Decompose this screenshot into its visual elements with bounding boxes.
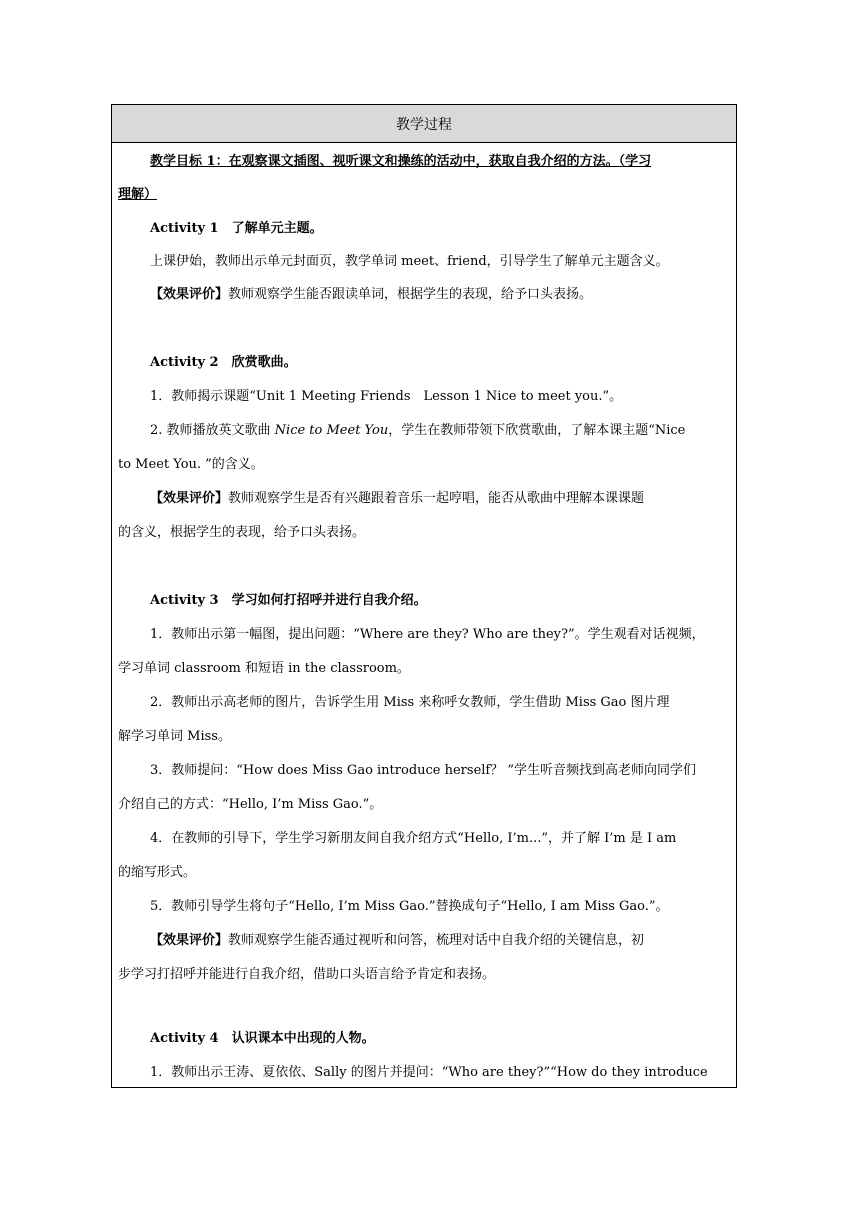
activity3-p1-line2: 学习单词 classroom 和短语 in the classroom。 <box>118 661 410 676</box>
goal1-line2: 理解） <box>118 187 158 202</box>
activity4-title: Activity 4 认识课本中出现的人物。 <box>150 1031 375 1046</box>
activity2-p2-b: ，学生在教师带领下欣赏歌曲，了解本课主题“Nice <box>388 423 686 438</box>
activity3-p3-line2: 介绍自己的方式：“Hello, I’m Miss Gao.”。 <box>118 797 383 812</box>
activity3-eval-line2: 步学习打招呼并能进行自我介绍，借助口头语言给予肯定和表扬。 <box>118 967 496 982</box>
activity2-eval-line2: 的含义，根据学生的表现，给予口头表扬。 <box>118 525 366 540</box>
activity4-p1: 1．教师出示王涛、夏依依、Sally 的图片并提问：“Who are they?”“How do they introduce <box>150 1065 708 1080</box>
activity3-p5: 5．教师引导学生将句子“Hello, I’m Miss Gao.”替换成句子“Hello, I am Miss Gao.”。 <box>150 899 669 914</box>
activity2-eval-text: 教师观察学生是否有兴趣跟着音乐一起哼唱，能否从歌曲中理解本课课题 <box>228 491 645 506</box>
activity2-p2 <box>118 421 730 441</box>
activity3-p3-line1: 3．教师提问：“How does Miss Gao introduce herself？ ”学生听音频找到高老师向同学们 <box>150 763 697 778</box>
goal1-line1: 教学目标 1：在观察课文插图、视听课文和操练的活动中，获取自我介绍的方法。（学习 <box>150 154 652 169</box>
song-title: Nice to Meet You <box>274 423 389 438</box>
table-header: 教学过程 <box>112 105 736 143</box>
activity1-text: 上课伊始，教师出示单元封面页，教学单词 meet、friend，引导学生了解单元主题含义。 <box>150 254 669 269</box>
activity1-title: Activity 1 了解单元主题。 <box>150 221 323 236</box>
teaching-process-table <box>111 104 737 1088</box>
activity2-p2-line2: to Meet You. ”的含义。 <box>118 457 264 472</box>
activity3-p4-line2: 的缩写形式。 <box>118 865 197 880</box>
activity3-p4-line1: 4．在教师的引导下，学生学习新朋友间自我介绍方式“Hello, I’m...”，并了解 I’m 是 I am <box>150 831 677 846</box>
eval-tag: 【效果评价】 <box>150 933 229 948</box>
activity3-p2-line2: 解学习单词 Miss。 <box>118 729 231 744</box>
activity2-p2-a: 2. 教师播放英文歌曲 <box>150 423 275 438</box>
activity2-title: Activity 2 欣赏歌曲。 <box>150 355 297 370</box>
activity3-title: Activity 3 学习如何打招呼并进行自我介绍。 <box>150 593 427 608</box>
activity2-p1: 1．教师揭示课题“Unit 1 Meeting Friends Lesson 1 Nice to meet you.”。 <box>150 389 623 404</box>
activity3-p2-line1: 2．教师出示高老师的图片，告诉学生用 Miss 来称呼女教师，学生借助 Miss Gao 图片理 <box>150 695 670 710</box>
activity1-eval <box>118 285 730 305</box>
activity2-eval-line1 <box>118 489 730 509</box>
eval-tag: 【效果评价】 <box>150 491 229 506</box>
activity1-eval-text: 教师观察学生能否跟读单词，根据学生的表现，给予口头表扬。 <box>228 287 593 302</box>
activity3-p1-line1: 1．教师出示第一幅图，提出问题：“Where are they? Who are they?”。学生观看对话视频， <box>150 627 705 642</box>
eval-tag: 【效果评价】 <box>150 287 229 302</box>
activity3-eval-text: 教师观察学生能否通过视听和问答，梳理对话中自我介绍的关键信息，初 <box>228 933 645 948</box>
activity3-eval-line1 <box>118 931 730 951</box>
